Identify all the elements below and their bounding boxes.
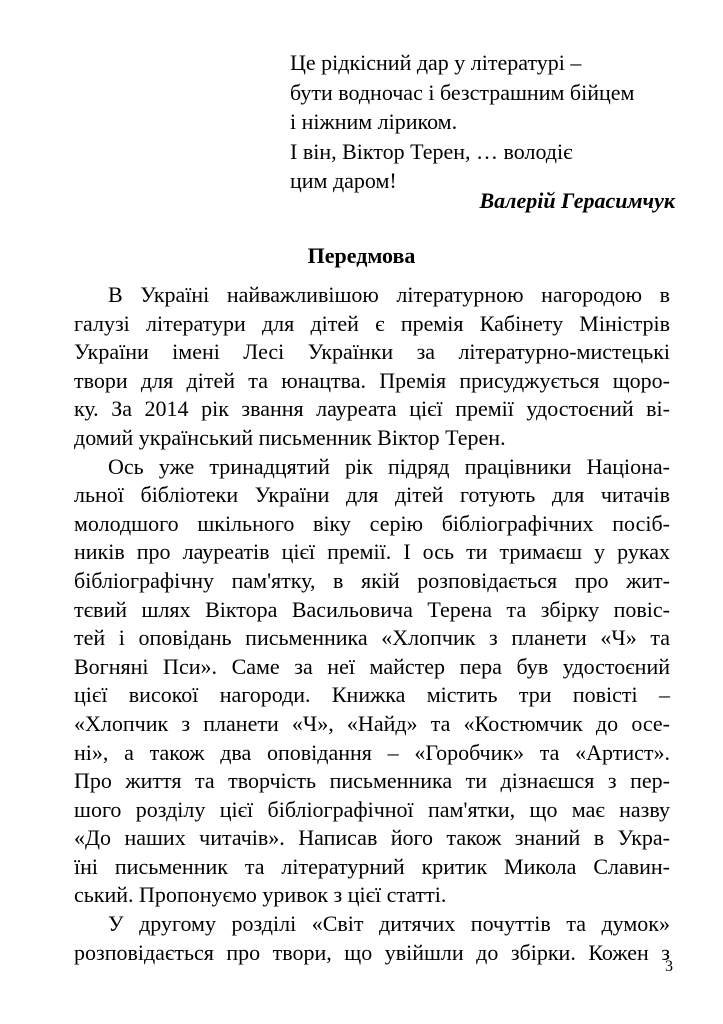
text-line: льної бібліотеки України для дітей готують для читачів [74,482,670,508]
epigraph-line: бути водночас і безстрашним бійцем [290,79,635,105]
epigraph [290,48,690,196]
epigraph-line: Це рідкісний дар у літературі – [290,50,582,75]
text-line: шого розділу цієї бібліографічної пам'ятки, що має назву [74,796,670,822]
text-line: молодшого шкільного віку серію бібліографічних посіб- [74,510,670,536]
epigraph-line: І він, Віктор Терен, … володіє [290,138,573,164]
text-line: цієї високої нагороди. Книжка містить три повісті – [74,682,670,708]
epigraph-author: Валерій Герасимчук [479,188,675,213]
text-line: їні письменник та літературний критик Микола Славин- [74,853,670,879]
body-text [74,281,670,967]
text-line: галузі літератури для дітей є премія Кабінету Міністрів [74,310,670,336]
text-line: твори для дітей та юнацтва. Премія присуджується щоро- [74,367,670,393]
text-line: України імені Лесі Українки за літературно-мистецькі [74,339,670,365]
text-line: «До наших читачів». Написав його також знаний в Укра- [74,825,670,851]
text-line: «Хлопчик з планети «Ч», «Найд» та «Костюмчик до осе- [74,710,670,736]
text-line: Вогняні Пси». Саме за неї майстер пера був удостоєний [74,653,670,679]
text-line: ні», а також два оповідання – «Горобчик» та «Артист». [74,739,670,765]
epigraph-line: і ніжним ліриком. [290,109,458,134]
text-line: ський. Пропонуємо уривок з цієї статті. [74,882,447,908]
text-line: ників про лауреатів цієї премії. І ось ти тримаєш у руках [74,539,670,565]
text-line: тей і оповідань письменника «Хлопчик з планети «Ч» та [74,625,670,651]
text-line: бібліографічну пам'ятку, в якій розповідається про жит- [74,567,670,593]
section-heading: Передмова [307,243,416,268]
epigraph-line: цим даром! [290,168,397,193]
text-line: Про життя та творчість письменника ти дізнаєшся з пер- [74,768,670,794]
text-line: домий український письменник Віктор Терен. [74,424,506,450]
page-number: 3 [665,958,673,975]
text-line: розповідається про твори, що увійшли до збірки. Кожен з [74,939,670,965]
text-line: Ось уже тринадцятий рік підряд працівники Націона- [108,453,670,479]
text-line: В Україні найважливішою літературною нагородою в [108,282,670,307]
text-line: У другому розділі «Світ дитячих почуттів та думок» [108,911,670,937]
text-line: ку. За 2014 рік звання лауреата цієї премії удостоєний ві- [74,396,670,422]
text-line: тєвий шлях Віктора Васильовича Терена та збірку повіс- [74,596,670,622]
